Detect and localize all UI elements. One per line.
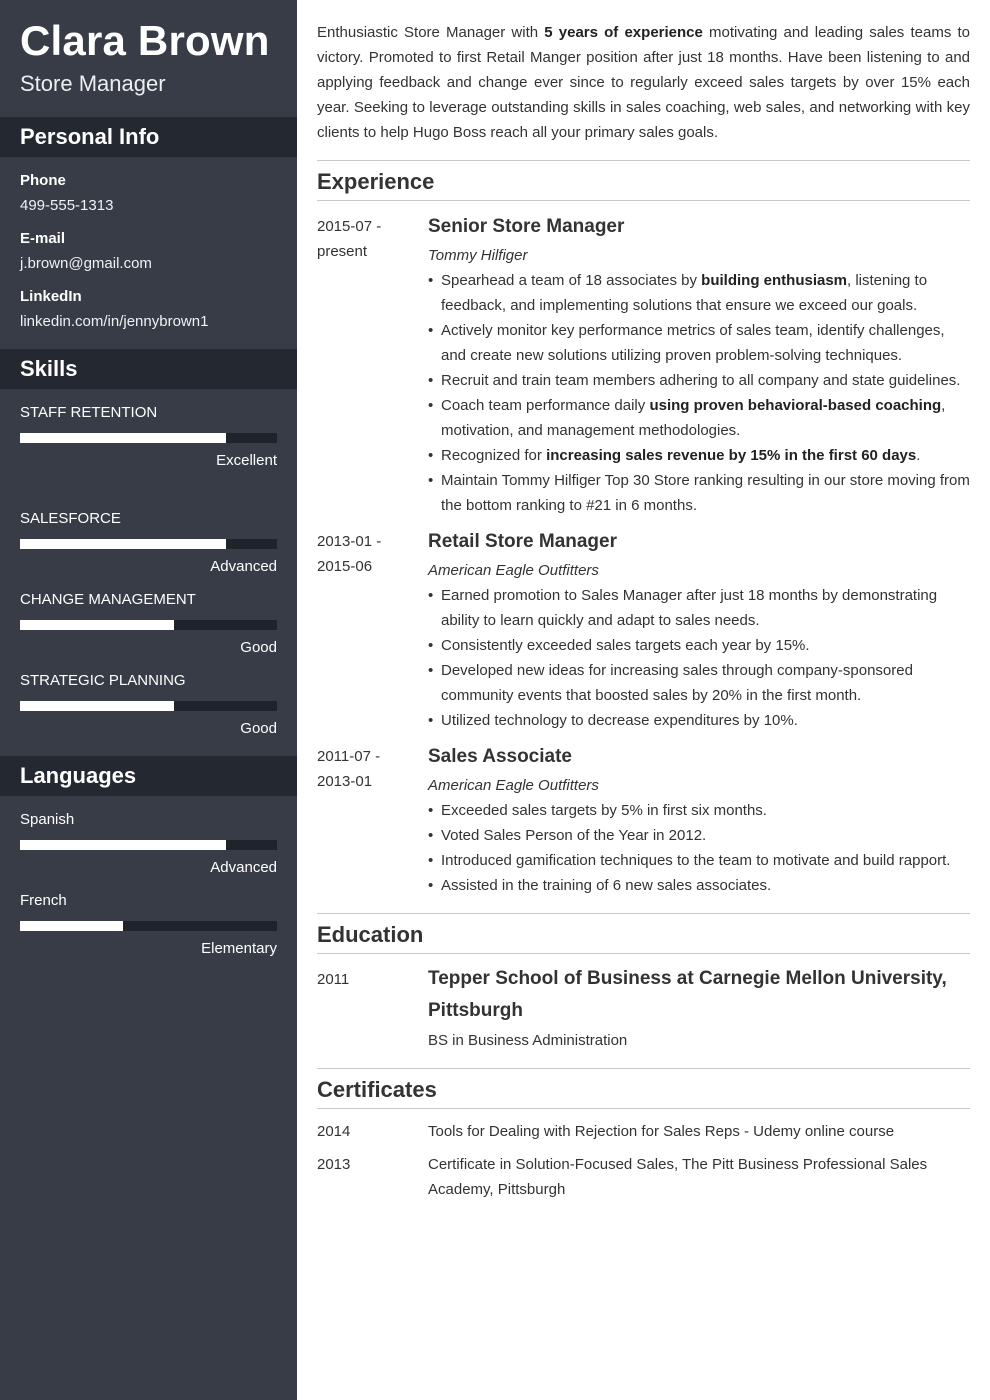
certificate-year: 2014	[317, 1123, 351, 1140]
skill-name: STRATEGIC PLANNING	[20, 672, 186, 689]
skill-name: CHANGE MANAGEMENT	[20, 591, 196, 608]
skill-name: SALESFORCE	[20, 510, 121, 527]
job-date	[317, 529, 417, 579]
skill-bar	[20, 539, 277, 549]
section-divider	[317, 1108, 970, 1109]
list-item: • Utilized technology to decrease expenditures by 10%.	[428, 708, 970, 733]
language-bar-fill	[20, 840, 226, 850]
job-title: Sales Associate	[428, 746, 572, 767]
job-date-end: 2015-06	[317, 558, 373, 575]
job-date-end: 2013-01	[317, 773, 373, 790]
job-date-start: 2015-07 -	[317, 218, 382, 235]
list-item: • Maintain Tommy Hilfiger Top 30 Store ranking resulting in our store moving from the bottom ranking to #21 in 6 months.	[428, 468, 970, 518]
list-item: • Voted Sales Person of the Year in 2012.	[428, 823, 970, 848]
job-date	[317, 744, 417, 794]
job-date	[317, 214, 417, 264]
email-label: E-mail	[20, 230, 66, 247]
education-school: Tepper School of Business at Carnegie Mellon University, Pittsburgh	[428, 968, 947, 1021]
skill-bar	[20, 701, 277, 711]
job-date-end: present	[317, 243, 368, 260]
section-divider	[317, 160, 970, 161]
language-level: Elementary	[201, 940, 277, 957]
education-degree: BS in Business Administration	[428, 1032, 628, 1049]
list-item: • Exceeded sales targets by 5% in first six months.	[428, 798, 970, 823]
language-level: Advanced	[210, 859, 277, 876]
skill-bar	[20, 620, 277, 630]
skill-bar-fill	[20, 701, 174, 711]
email-value[interactable]: j.brown@gmail.com	[20, 255, 152, 272]
language-bar-fill	[20, 921, 123, 931]
summary-paragraph	[317, 20, 970, 145]
list-item: • Recruit and train team members adhering to all company and state guidelines.	[428, 368, 970, 393]
skill-name: STAFF RETENTION	[20, 404, 158, 421]
experience-heading: Experience	[317, 169, 435, 194]
skill-bar-fill	[20, 539, 226, 549]
list-item: • Coach team performance daily using proven behavioral-based coaching, motivation, and management methodologies.	[428, 393, 970, 443]
language-name: Spanish	[20, 811, 75, 828]
linkedin-label: LinkedIn	[20, 288, 82, 305]
job-company: American Eagle Outfitters	[428, 562, 599, 579]
job-company: Tommy Hilfiger	[428, 247, 528, 264]
job-title: Retail Store Manager	[428, 531, 617, 552]
summary-highlight: 5 years of experience	[544, 24, 703, 41]
list-item: • Assisted in the training of 6 new sales associates.	[428, 873, 970, 898]
section-divider	[317, 913, 970, 914]
list-item: • Consistently exceeded sales targets each year by 15%.	[428, 633, 970, 658]
education-year: 2011	[317, 971, 350, 988]
list-item: • Spearhead a team of 18 associates by building enthusiasm, listening to feedback, and implementing solutions that ensure we exceed our goals.	[428, 268, 970, 318]
sidebar	[0, 0, 297, 1400]
phone-label: Phone	[20, 172, 66, 189]
language-bar	[20, 840, 277, 850]
summary-text: Enthusiastic Store Manager with	[317, 24, 545, 41]
language-bar	[20, 921, 277, 931]
list-item: • Introduced gamification techniques to the team to motivate and build rapport.	[428, 848, 970, 873]
job-bullets	[428, 798, 970, 898]
job-date-start: 2013-01 -	[317, 533, 382, 550]
summary-text: motivating and leading sales teams to victory. Promoted to first Retail Manger position after just 18 months. Have been listening to and applying feedback and change ever since to regularly exceed sales targets by over 15% each year. Seeking to leverage outstanding skills in sales coaching, web sales, and networking with key clients to help Hugo Boss reach all your primary sales goals.	[317, 24, 970, 141]
certificate-text: Certificate in Solution-Focused Sales, The Pitt Business Professional Sales Academy, Pittsburgh	[428, 1156, 928, 1198]
section-divider	[317, 200, 970, 201]
job-title: Senior Store Manager	[428, 216, 625, 237]
skill-bar-fill	[20, 433, 226, 443]
education-heading: Education	[317, 922, 424, 947]
skill-bar-fill	[20, 620, 174, 630]
list-item: • Actively monitor key performance metrics of sales team, identify challenges, and create new solutions utilizing proven problem-solving techniques.	[428, 318, 970, 368]
section-divider	[317, 1068, 970, 1069]
certificate-year: 2013	[317, 1156, 351, 1173]
skills-heading: Skills	[0, 349, 297, 389]
skill-level: Advanced	[210, 558, 277, 575]
skill-level: Excellent	[216, 452, 277, 469]
list-item: • Recognized for increasing sales revenue by 15% in the first 60 days.	[428, 443, 970, 468]
job-bullets	[428, 268, 970, 518]
skill-level: Good	[240, 720, 277, 737]
candidate-title: Store Manager	[20, 71, 166, 96]
list-item: • Developed new ideas for increasing sales through company-sponsored community events that boosted sales by 20% in the first month.	[428, 658, 970, 708]
personal-info-heading: Personal Info	[0, 117, 297, 157]
phone-value: 499-555-1313	[20, 197, 114, 214]
language-name: French	[20, 892, 67, 909]
job-company: American Eagle Outfitters	[428, 777, 599, 794]
job-bullets	[428, 583, 970, 733]
candidate-name: Clara Brown	[20, 17, 270, 64]
skill-bar	[20, 433, 277, 443]
certificate-text: Tools for Dealing with Rejection for Sales Reps - Udemy online course	[428, 1123, 895, 1140]
linkedin-value[interactable]: linkedin.com/in/jennybrown1	[20, 313, 209, 330]
skill-level: Good	[240, 639, 277, 656]
languages-heading: Languages	[0, 756, 297, 796]
job-date-start: 2011-07 -	[317, 748, 381, 765]
section-divider	[317, 953, 970, 954]
list-item: • Earned promotion to Sales Manager after just 18 months by demonstrating ability to learn quickly and adapt to sales needs.	[428, 583, 970, 633]
certificates-heading: Certificates	[317, 1077, 437, 1102]
